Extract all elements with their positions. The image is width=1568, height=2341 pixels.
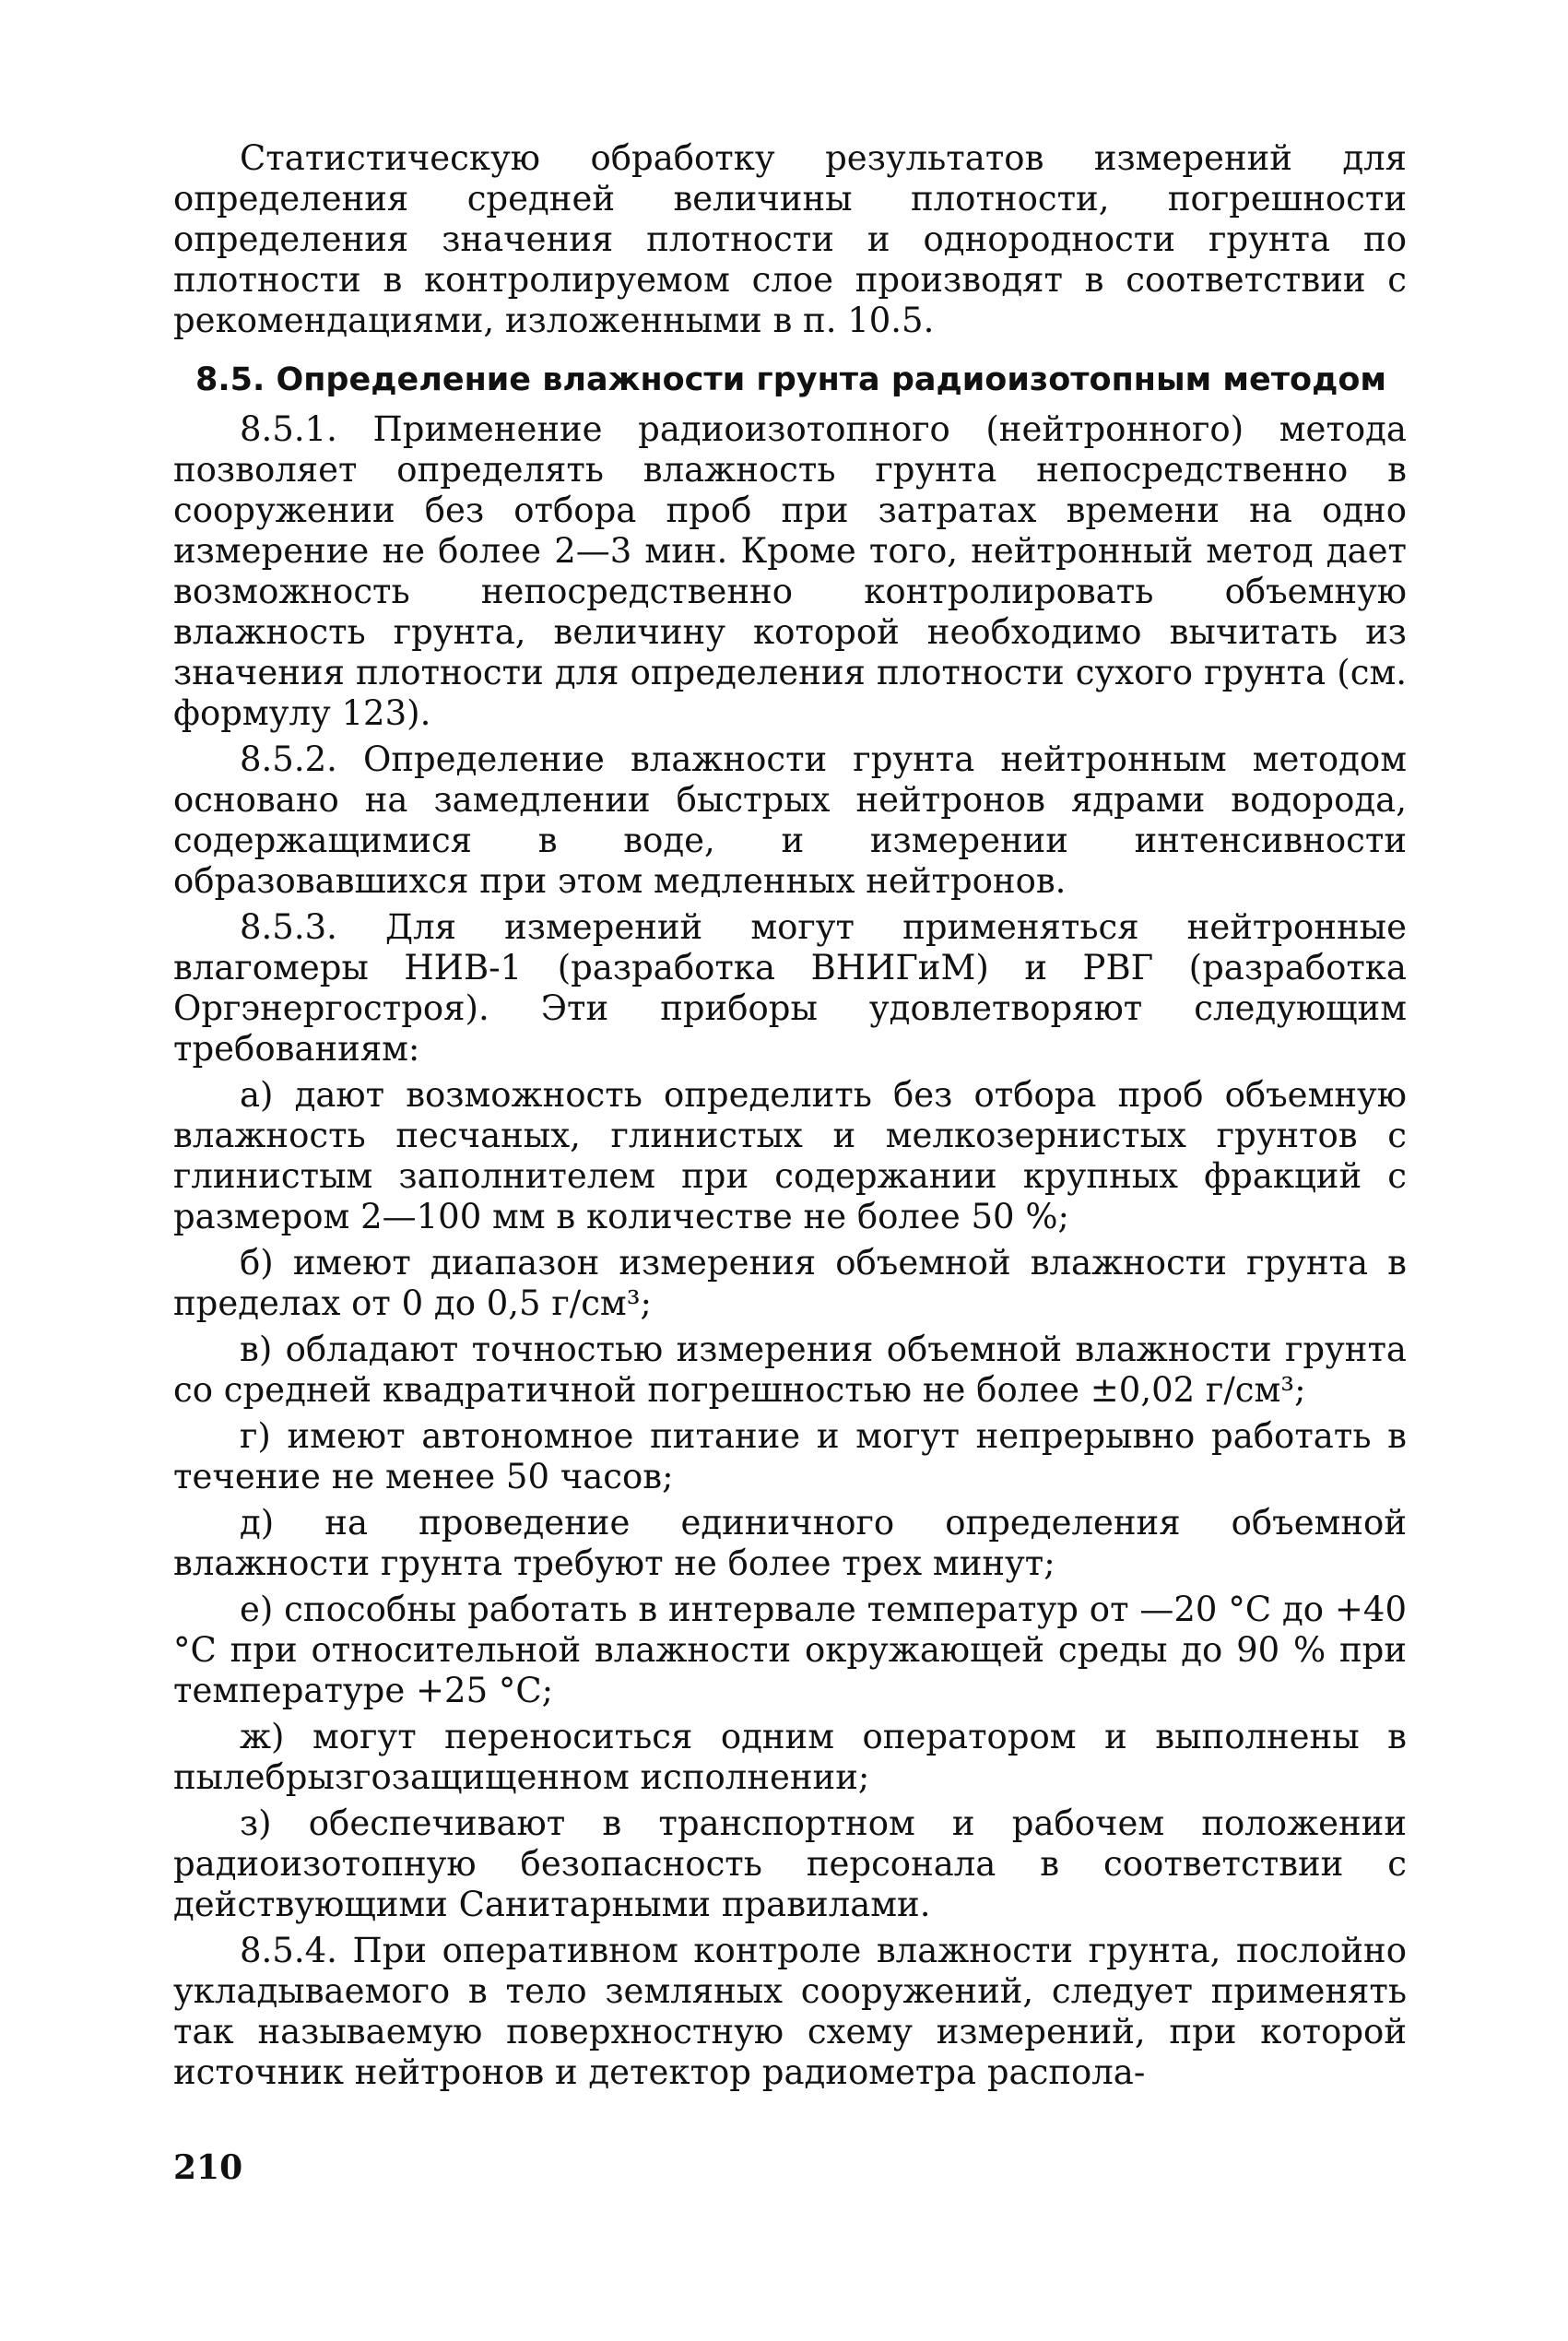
requirement-item-d: д) на проведение единичного определения объемной влажности грунта требуют не более трех минут;: [173, 1503, 1407, 1583]
requirement-item-z: з) обеспечивают в транспортном и рабочем положении радиоизотопную безопасность персонала в соответствии с действующими Санитарными правилами.: [173, 1803, 1407, 1924]
paragraph-8-5-1: 8.5.1. Применение радиоизотопного (нейтронного) метода позволяет определять влажность грунта непосредственно в сооружении без отбора проб при затратах времени на одно измерение не более 2—3 мин. Кроме того, нейтронный метод дает возможность непосредственно контролировать объемную влажность грунта, величину которой необходимо вычитать из значения плотности для определения плотности сухого грунта (см. формулу 123).: [173, 409, 1407, 733]
requirement-item-e: е) способны работать в интервале температур от —20 °С до +40 °С при относительной влажности окружающей среды до 90 % при температуре +25 °С;: [173, 1590, 1407, 1710]
paragraph-8-5-3: 8.5.3. Для измерений могут применяться нейтронные влагомеры НИВ-1 (разработка ВНИГиМ) и РВГ (разработка Оргэнергостроя). Эти приборы удовлетворяют следующим требованиям:: [173, 907, 1407, 1069]
requirement-item-b: б) имеют диапазон измерения объемной влажности грунта в пределах от 0 до 0,5 г/см³;: [173, 1243, 1407, 1323]
paragraph-8-5-4: 8.5.4. При оперативном контроле влажности грунта, послойно укладываемого в тело земляных сооружений, следует применять так называемую поверхностную схему измерений, при которой источник нейтронов и детектор радиометра распола-: [173, 1931, 1407, 2092]
requirements-list: [173, 1075, 1407, 1925]
page-body: [173, 138, 1407, 2099]
requirement-item-v: в) обладают точностью измерения объемной влажности грунта со средней квадратичной погрешностью не более ±0,02 г/см³;: [173, 1330, 1407, 1410]
paragraph-8-5-2: 8.5.2. Определение влажности грунта нейтронным методом основано на замедлении быстрых нейтронов ядрами водорода, содержащимися в воде, и измерении интенсивности образовавшихся при этом медленных нейтронов.: [173, 739, 1407, 901]
intro-paragraph: Статистическую обработку результатов измерений для определения средней величины плотности, погрешности определения значения плотности и однородности грунта по плотности в контролируемом слое производят в соответствии с рекомендациями, изложенными в п. 10.5.: [173, 138, 1407, 340]
page-number: 210: [173, 2148, 243, 2187]
requirement-item-g: г) имеют автономное питание и могут непрерывно работать в течение не менее 50 часов;: [173, 1416, 1407, 1496]
section-heading: 8.5. Определение влажности грунта радиоизотопным методом: [195, 361, 1386, 398]
requirement-item-a: а) дают возможность определить без отбора проб объемную влажность песчаных, глинистых и мелкозернистых грунтов с глинистым заполнителем при содержании крупных фракций с размером 2—100 мм в количестве не более 50 %;: [173, 1075, 1407, 1236]
requirement-item-zh: ж) могут переноситься одним оператором и выполнены в пылебрызгозащищенном исполнении;: [173, 1717, 1407, 1797]
